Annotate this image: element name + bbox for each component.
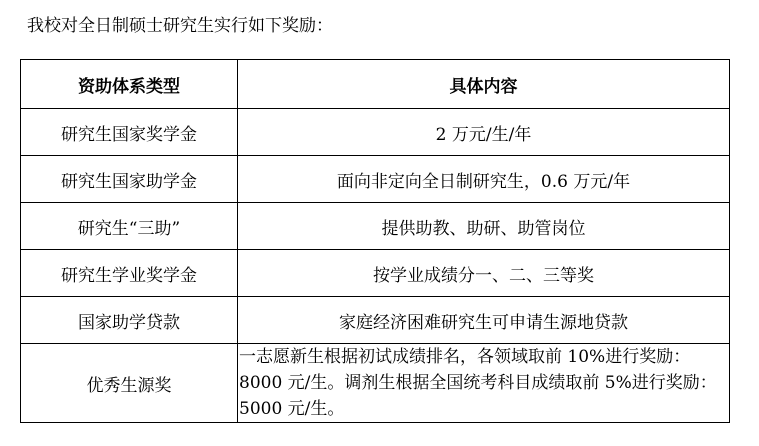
- row-content-cell: 面向非定向全日制研究生，0.6 万元/年: [238, 156, 730, 203]
- row-type-cell: 研究生国家助学金: [21, 156, 238, 203]
- row-content-cell: 家庭经济困难研究生可申请生源地贷款: [238, 297, 730, 344]
- table-row: [21, 203, 730, 250]
- funding-table: [20, 59, 730, 423]
- row-content-cell: 提供助教、助研、助管岗位: [238, 203, 730, 250]
- header-type: 资助体系类型: [21, 60, 238, 109]
- table-row: [21, 344, 730, 423]
- row-type-cell: 优秀生源奖: [21, 344, 238, 423]
- table-row: [21, 156, 730, 203]
- row-type-cell: 研究生学业奖学金: [21, 250, 238, 297]
- table-header-row: [21, 60, 730, 109]
- table-row: [21, 250, 730, 297]
- row-content-cell: 2 万元/生/年: [238, 109, 730, 156]
- row-content-cell: 一志愿新生根据初试成绩排名，各领域取前 10%进行奖励：8000 元/生。调剂生根据全国统考科目成绩取前 5%进行奖励：5000 元/生。: [238, 344, 730, 423]
- row-type-cell: 研究生国家奖学金: [21, 109, 238, 156]
- intro-text: 我校对全日制硕士研究生实行如下奖励：: [27, 16, 333, 36]
- table-row: [21, 109, 730, 156]
- row-type-cell: 国家助学贷款: [21, 297, 238, 344]
- header-content: 具体内容: [238, 60, 730, 109]
- row-type-cell: 研究生“三助”: [21, 203, 238, 250]
- table-row: [21, 297, 730, 344]
- row-content-cell: 按学业成绩分一、二、三等奖: [238, 250, 730, 297]
